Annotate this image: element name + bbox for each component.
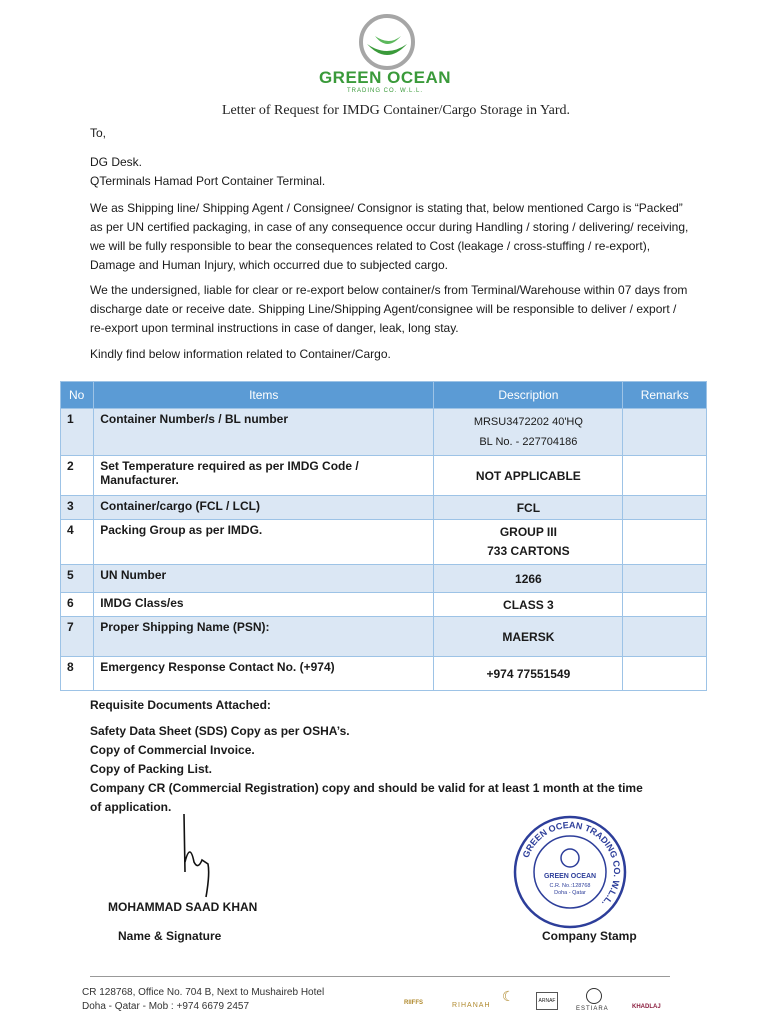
recipient-line-2: QTerminals Hamad Port Container Terminal. bbox=[90, 174, 326, 188]
documents-list bbox=[90, 722, 650, 817]
row-description: FCL bbox=[434, 496, 623, 520]
footer-line-2: Doha - Qatar - Mob : +974 6679 2457 bbox=[82, 1001, 250, 1012]
row-item: Container Number/s / BL number bbox=[94, 409, 434, 456]
table-row bbox=[61, 520, 707, 565]
paragraph-liability: We as Shipping line/ Shipping Agent / Consignee/ Consignor is stating that, below mentioned Cargo is “Packed” as per UN certified packaging, in case of any consequence occur during Handling / storing / delivering/ receiving, we will be fully responsible to bear the consequences related to Cost (leakage / cross-stuffing / re-export), Damage and Human Injury, which occurred due to subjected cargo. bbox=[90, 201, 689, 272]
table-row bbox=[61, 409, 707, 456]
row-remarks bbox=[623, 496, 707, 520]
row-no: 4 bbox=[61, 520, 94, 565]
partner-logos bbox=[400, 982, 730, 1022]
row-item: Emergency Response Contact No. (+974) bbox=[94, 657, 434, 691]
table-row bbox=[61, 456, 707, 496]
partner-logo-khadlaj: KHADLAJ bbox=[632, 1004, 661, 1010]
row-remarks bbox=[623, 617, 707, 657]
estiara-emblem-icon bbox=[586, 988, 602, 1004]
list-item: Copy of Packing List. bbox=[90, 762, 213, 776]
signature-label: Name & Signature bbox=[118, 929, 222, 943]
documents-heading: Requisite Documents Attached: bbox=[90, 698, 271, 712]
arabic-script-icon: ☾ bbox=[502, 988, 515, 1004]
container-number: MRSU3472202 40'HQ bbox=[473, 416, 583, 428]
table-row bbox=[61, 565, 707, 593]
row-remarks bbox=[623, 657, 707, 691]
handwritten-signature bbox=[176, 812, 236, 907]
partner-logo-arnaf: ARNAF bbox=[536, 992, 558, 1010]
packing-group: GROUP III bbox=[499, 525, 557, 539]
stamp-cr: C.R. No.:128768 bbox=[549, 883, 591, 889]
salutation: To, bbox=[90, 126, 107, 140]
stamp-logo-icon bbox=[561, 849, 579, 867]
table-row bbox=[61, 496, 707, 520]
company-stamp bbox=[512, 814, 628, 935]
row-description: CLASS 3 bbox=[434, 593, 623, 617]
header-remarks: Remarks bbox=[623, 382, 707, 409]
cargo-info-table bbox=[60, 381, 707, 691]
company-logo bbox=[312, 14, 462, 75]
row-description: MAERSK bbox=[434, 617, 623, 657]
list-item: Copy of Commercial Invoice. bbox=[90, 743, 255, 757]
stamp-location: Doha - Qatar bbox=[554, 890, 586, 896]
row-no: 8 bbox=[61, 657, 94, 691]
ocean-wave-icon bbox=[357, 14, 417, 70]
row-no: 1 bbox=[61, 409, 94, 456]
row-no: 2 bbox=[61, 456, 94, 496]
row-description: +974 77551549 bbox=[434, 657, 623, 691]
row-remarks bbox=[623, 565, 707, 593]
row-description bbox=[434, 520, 623, 565]
footer-address bbox=[82, 986, 324, 1014]
partner-logo-estiara: ESTIARA bbox=[576, 1006, 609, 1012]
signatory-name: MOHAMMAD SAAD KHAN bbox=[108, 900, 258, 914]
row-no: 7 bbox=[61, 617, 94, 657]
stamp-ring-text: GREEN OCEAN TRADING CO. W.L.L. bbox=[520, 819, 623, 909]
row-remarks bbox=[623, 593, 707, 617]
footer-divider bbox=[90, 976, 670, 977]
row-item: Container/cargo (FCL / LCL) bbox=[94, 496, 434, 520]
row-description bbox=[434, 409, 623, 456]
row-item: Set Temperature required as per IMDG Code / Manufacturer. bbox=[94, 456, 434, 496]
row-item: Proper Shipping Name (PSN): bbox=[94, 617, 434, 657]
brand-subtitle: TRADING CO. W.L.L. bbox=[346, 88, 423, 94]
list-item: Safety Data Sheet (SDS) Copy as per OSHA’s. bbox=[90, 724, 350, 738]
table-row bbox=[61, 593, 707, 617]
partner-logo-rihanah: RIHANAH bbox=[452, 1002, 491, 1009]
row-item: IMDG Class/es bbox=[94, 593, 434, 617]
partner-logo-riiffs: RIIFFS bbox=[404, 1000, 423, 1006]
row-description: 1266 bbox=[434, 565, 623, 593]
row-no: 6 bbox=[61, 593, 94, 617]
bl-number: BL No. - 227704186 bbox=[479, 436, 578, 448]
header-no: No bbox=[61, 382, 94, 409]
header-description: Description bbox=[434, 382, 623, 409]
row-description: NOT APPLICABLE bbox=[434, 456, 623, 496]
row-item: Packing Group as per IMDG. bbox=[94, 520, 434, 565]
brand-name: GREEN OCEAN bbox=[318, 68, 452, 87]
paragraph-info-intro: Kindly find below information related to Container/Cargo. bbox=[90, 347, 391, 361]
footer-line-1: CR 128768, Office No. 704 B, Next to Mushaireb Hotel bbox=[82, 987, 325, 998]
row-remarks bbox=[623, 456, 707, 496]
row-no: 3 bbox=[61, 496, 94, 520]
letter-title: Letter of Request for IMDG Container/Cargo Storage in Yard. bbox=[221, 103, 571, 118]
stamp-label: Company Stamp bbox=[542, 929, 637, 943]
table-row bbox=[61, 617, 707, 657]
table-header-row bbox=[61, 382, 707, 409]
carton-count: 733 CARTONS bbox=[487, 544, 570, 558]
table-row bbox=[61, 657, 707, 691]
row-remarks bbox=[623, 520, 707, 565]
paragraph-undertaking: We the undersigned, liable for clear or re-export below container/s from Terminal/Warehouse within 07 days from discharge date or receive date. Shipping Line/Shipping Agent/consignee will be responsible to deliver / export / re-export upon terminal instructions in case of danger, leak, long stay. bbox=[90, 283, 688, 335]
stamp-brand: GREEN OCEAN bbox=[543, 873, 597, 880]
row-item: UN Number bbox=[94, 565, 434, 593]
row-remarks bbox=[623, 409, 707, 456]
row-no: 5 bbox=[61, 565, 94, 593]
header-items: Items bbox=[94, 382, 434, 409]
recipient-line-1: DG Desk. bbox=[90, 155, 143, 169]
list-item: Company CR (Commercial Registration) copy and should be valid for at least 1 month at the time of application. bbox=[90, 781, 643, 814]
